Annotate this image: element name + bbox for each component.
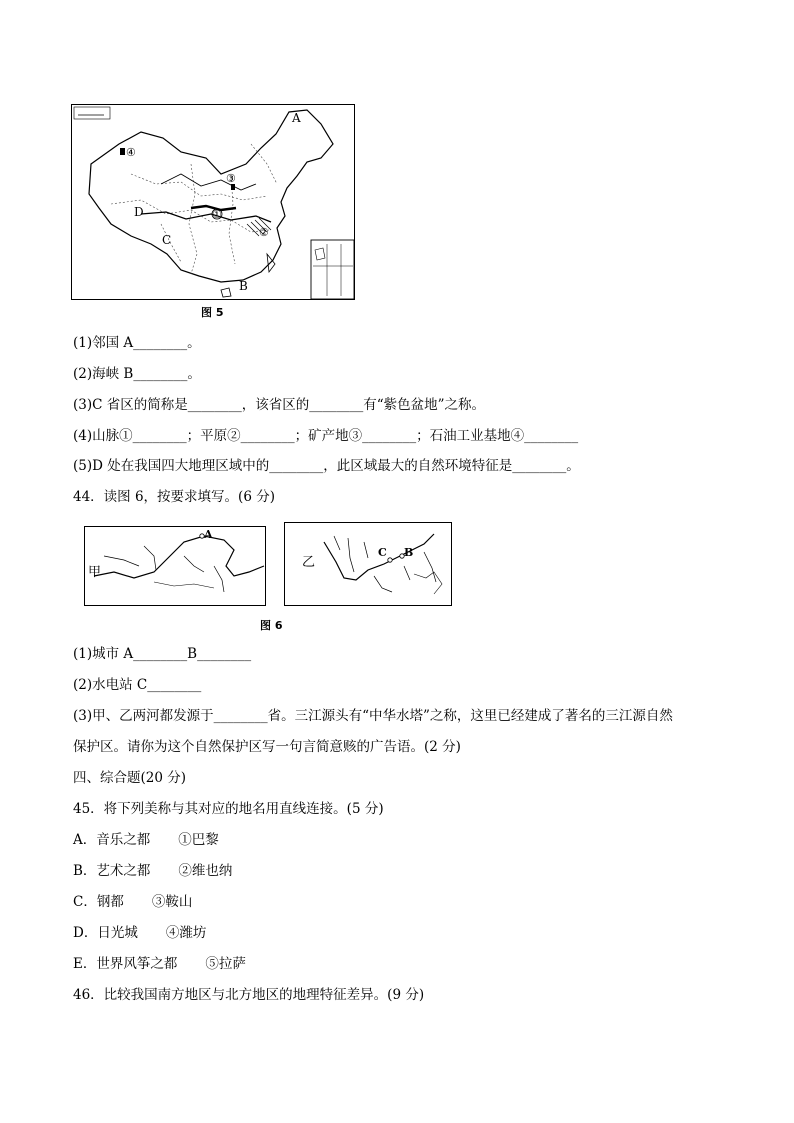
map-label-b: B	[239, 279, 248, 293]
q45-pair-b-left: B．艺术之都	[73, 863, 151, 879]
q45-pair-c-right: ③鞍山	[151, 894, 193, 910]
q46-title: 46．比较我国南方地区与北方地区的地理特征差异。(9 分)	[73, 987, 425, 1003]
q43-item-5: (5)D 处在我国四大地理区域中的________，此区域最大的自然环境特征是________。	[73, 458, 580, 474]
map-label-d: D	[134, 205, 144, 219]
q45-pair-a	[73, 831, 219, 849]
q44-item-4: 保护区。请你为这个自然保护区写一句言简意赅的广告语。(2 分)	[73, 739, 461, 755]
q45-pair-e	[73, 955, 246, 973]
q45-pair-d-left: D．日光城	[73, 925, 138, 941]
q43-item-4: (4)山脉①________；平原②________；矿产地③________；石油工业基地④________	[73, 428, 579, 444]
marker-4-icon	[120, 148, 125, 155]
map-label-2: ②	[259, 226, 269, 239]
q45-pair-d	[73, 924, 206, 942]
map-label-a: A	[292, 111, 301, 125]
fig6-label-c: C	[378, 546, 387, 559]
figure-6-left-map	[84, 526, 266, 606]
q44-item-2: (2)水电站 C________	[73, 677, 202, 693]
q43-item-2: (2)海峡 B________。	[73, 366, 201, 382]
q45-pair-b-right: ②维也纳	[178, 863, 233, 879]
map-label-4: ④	[126, 146, 136, 159]
map-label-1: ①	[212, 208, 222, 221]
figure-6-right-map	[284, 522, 452, 606]
q45-pair-d-right: ④潍坊	[165, 925, 207, 941]
q44-item-3: (3)甲、乙两河都发源于________省。三江源头有“中华水塔”之称，这里已经建成了著名的三江源自然	[73, 708, 673, 724]
q45-pair-e-right: ⑤拉萨	[205, 956, 246, 972]
scale-bar-icon	[74, 107, 110, 119]
q45-pair-c	[73, 893, 192, 911]
q43-item-1: (1)邻国 A________。	[73, 335, 201, 351]
map-label-3: ③	[226, 172, 236, 185]
figure-5-caption: 图 5	[201, 306, 224, 319]
q45-title: 45．将下列美称与其对应的地名用直线连接。(5 分)	[73, 801, 384, 817]
q43-item-3: (3)C 省区的简称是________，该省区的________有“紫色盆地”之称。	[73, 397, 486, 413]
q45-pair-a-right: ①巴黎	[178, 832, 219, 848]
fig6-label-jia: 甲	[88, 565, 102, 580]
section-4-title: 四、综合题(20 分)	[73, 770, 187, 786]
q45-pair-e-left: E．世界风筝之都	[73, 956, 178, 972]
q44-item-1: (1)城市 A________B________	[73, 646, 252, 662]
island-icon	[221, 288, 231, 297]
fig6-label-a: A	[204, 528, 213, 541]
map-label-c: C	[162, 233, 172, 247]
hydro-station-c-icon	[388, 558, 392, 562]
q45-pair-c-left: C．钢都	[73, 894, 124, 910]
q45-pair-b	[73, 862, 232, 880]
fig6-label-b: B	[404, 546, 414, 559]
figure-6-caption: 图 6	[260, 619, 283, 632]
q45-pair-a-left: A．音乐之都	[73, 832, 151, 848]
south-sea-inset	[311, 240, 354, 299]
q44-title: 44．读图 6，按要求填写。(6 分)	[73, 489, 275, 505]
fig6-label-yi: 乙	[302, 555, 316, 570]
figure-5-china-map	[71, 104, 355, 300]
